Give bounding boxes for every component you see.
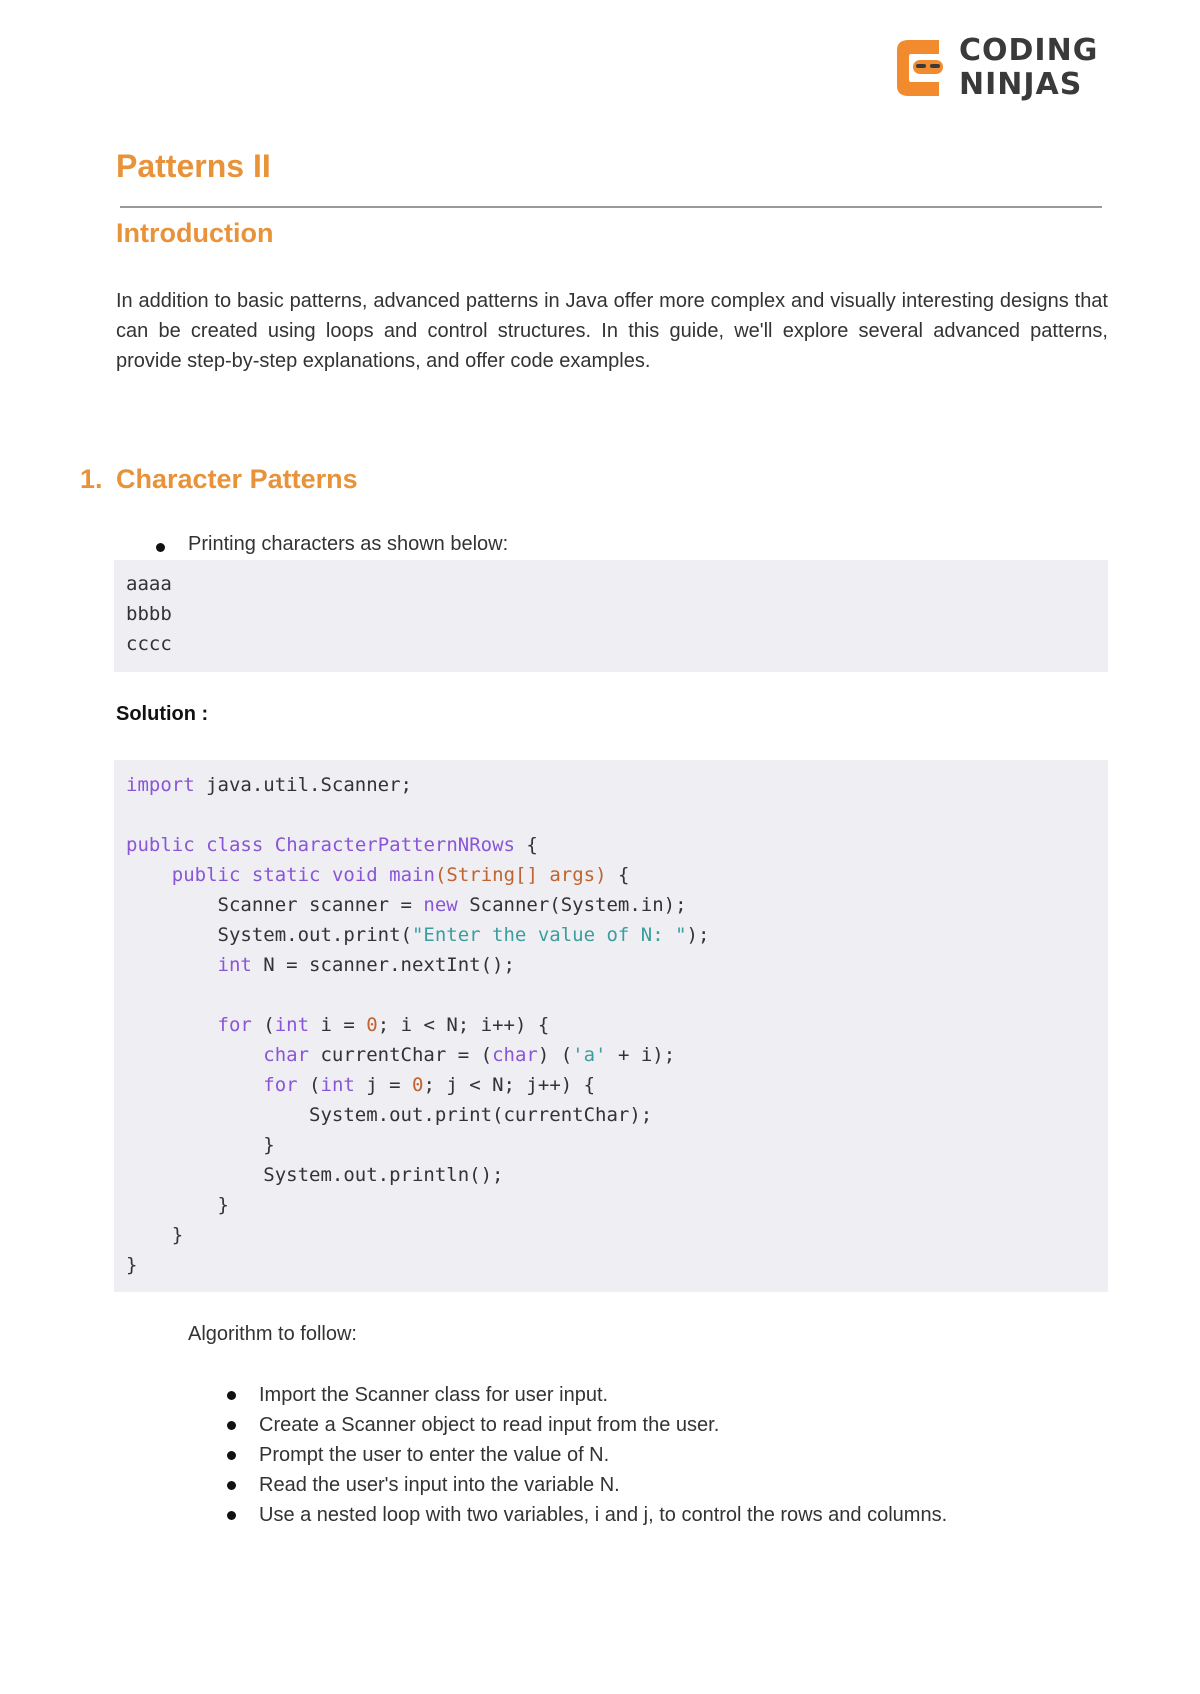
code-text bbox=[126, 770, 709, 1280]
code-token: ); bbox=[686, 924, 710, 946]
code-token: char bbox=[263, 1044, 310, 1066]
output-line: bbbb bbox=[126, 603, 172, 625]
code-token: class bbox=[206, 834, 264, 856]
solution-code-block bbox=[114, 760, 1108, 1292]
solution-label: Solution : bbox=[116, 703, 209, 725]
code-token: } bbox=[171, 1224, 184, 1246]
code-token: char bbox=[492, 1044, 538, 1066]
list-item: Import the Scanner class for user input. bbox=[227, 1380, 947, 1410]
code-token: void bbox=[331, 864, 378, 886]
code-token: System.out.println(); bbox=[263, 1164, 504, 1186]
code-token: } bbox=[263, 1134, 275, 1156]
code-token: ; i < N; i++) { bbox=[377, 1014, 550, 1036]
output-line: cccc bbox=[126, 633, 172, 655]
introduction-paragraph: In addition to basic patterns, advanced patterns in Java offer more complex and visually interesting designs that can be created using loops and control structures. In this guide, we'll explore several advanced patterns, provide step-by-step explanations, and offer code examples. bbox=[116, 290, 1108, 372]
section-title: Character Patterns bbox=[116, 464, 358, 494]
section-heading-character-patterns bbox=[80, 464, 358, 495]
pattern-output-block bbox=[114, 560, 1108, 672]
page-title: Patterns II bbox=[116, 148, 271, 184]
code-token: N = scanner.nextInt(); bbox=[251, 954, 515, 976]
logo-wordmark bbox=[959, 34, 1098, 102]
logo-line-1: CODING bbox=[959, 33, 1099, 68]
ninja-logo-icon bbox=[889, 36, 953, 100]
algorithm-label: Algorithm to follow: bbox=[188, 1323, 357, 1345]
output-line: aaaa bbox=[126, 573, 172, 595]
list-item: Read the user's input into the variable N. bbox=[227, 1470, 947, 1500]
algorithm-steps-list bbox=[227, 1380, 947, 1530]
code-token: int bbox=[320, 1074, 355, 1096]
code-token: main bbox=[389, 864, 435, 886]
code-token: i = bbox=[309, 1014, 367, 1036]
code-token: new bbox=[423, 894, 458, 916]
code-token: public bbox=[126, 834, 195, 856]
code-token: java.util.Scanner; bbox=[194, 774, 412, 796]
code-token: System.out.print(currentChar); bbox=[309, 1104, 653, 1126]
code-token: (String[] args) bbox=[434, 864, 607, 886]
code-token: { bbox=[514, 834, 538, 856]
code-token: for bbox=[263, 1074, 298, 1096]
code-token: for bbox=[217, 1014, 252, 1036]
code-token: public bbox=[171, 864, 241, 886]
list-item: Prompt the user to enter the value of N. bbox=[227, 1440, 947, 1470]
code-token: CharacterPatternNRows bbox=[274, 834, 515, 856]
code-token: } bbox=[217, 1194, 229, 1216]
code-token: 'a' bbox=[572, 1044, 607, 1066]
logo-line-2: NINJAS bbox=[959, 67, 1083, 102]
list-item: Printing characters as shown below: bbox=[156, 532, 508, 556]
code-token: + i); bbox=[606, 1044, 676, 1066]
code-token: "Enter the value of N: " bbox=[411, 924, 687, 946]
code-token: Scanner scanner = bbox=[217, 894, 424, 916]
code-token: j = bbox=[354, 1074, 413, 1096]
code-token: int bbox=[217, 954, 252, 976]
code-token: { bbox=[606, 864, 630, 886]
coding-ninjas-logo bbox=[889, 33, 1114, 106]
code-token: int bbox=[274, 1014, 310, 1036]
code-token: } bbox=[126, 1254, 138, 1276]
list-item: Use a nested loop with two variables, i and j, to control the rows and columns. bbox=[227, 1500, 947, 1530]
section-number: 1. bbox=[80, 464, 103, 494]
code-token: ( bbox=[251, 1014, 275, 1036]
code-token: import bbox=[126, 774, 195, 796]
introduction-heading: Introduction bbox=[116, 218, 274, 248]
code-token: ( bbox=[297, 1074, 321, 1096]
pattern-bullet-list bbox=[156, 532, 508, 556]
list-item: Create a Scanner object to read input from the user. bbox=[227, 1410, 947, 1440]
code-token: ; j < N; j++) { bbox=[423, 1074, 596, 1096]
code-token: 0 bbox=[412, 1074, 424, 1096]
code-token: System.out.print( bbox=[217, 924, 412, 946]
code-token: static bbox=[251, 864, 321, 886]
code-token: Scanner(System.in); bbox=[457, 894, 687, 916]
code-token: currentChar = ( bbox=[309, 1044, 493, 1066]
code-token: 0 bbox=[366, 1014, 378, 1036]
code-token: ) ( bbox=[537, 1044, 573, 1066]
title-divider bbox=[120, 206, 1102, 208]
